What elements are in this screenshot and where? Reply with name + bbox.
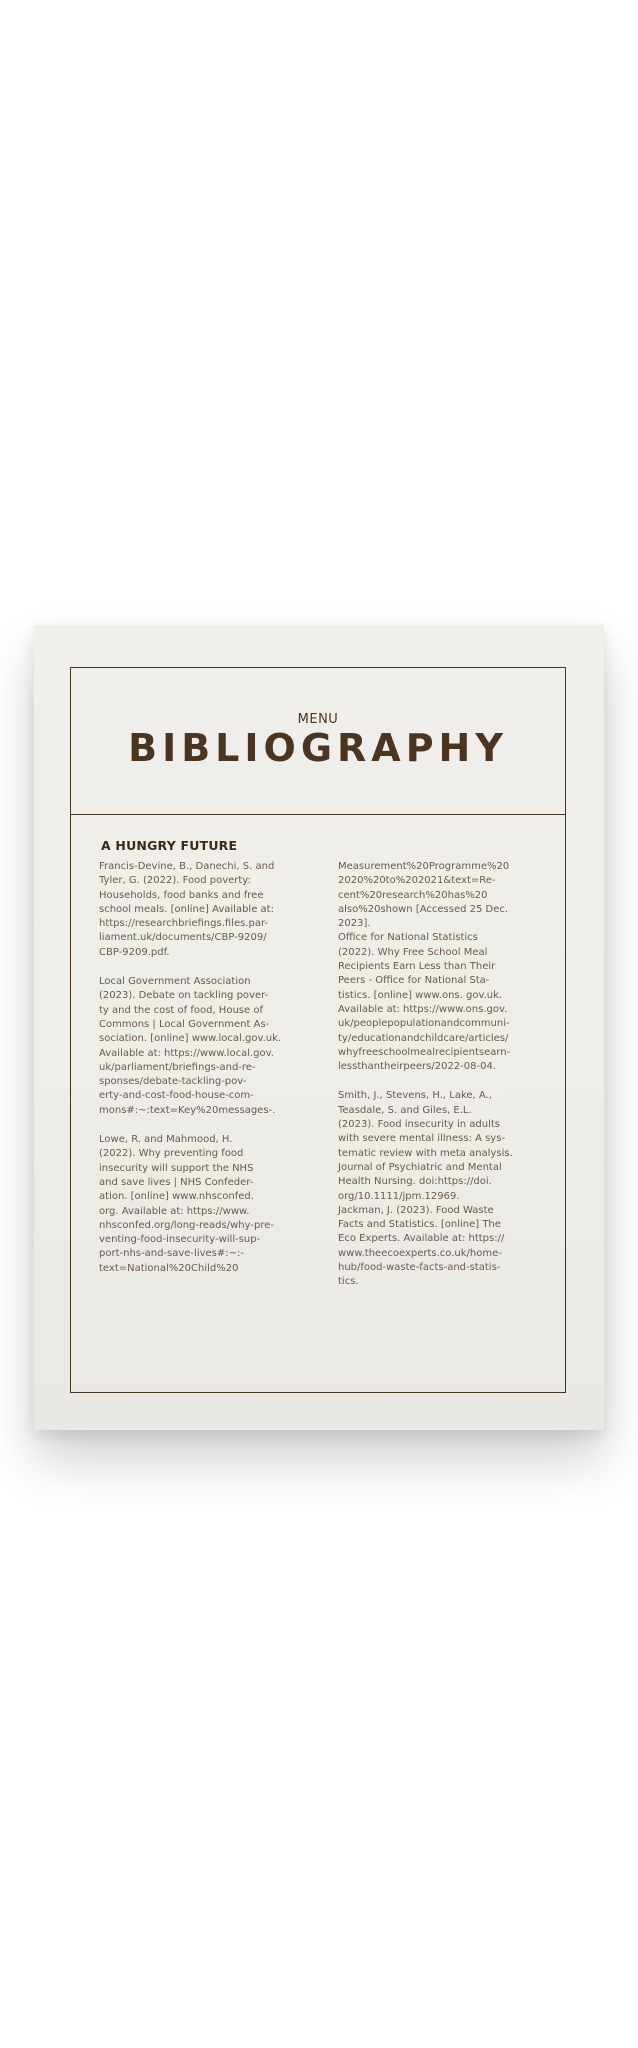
menu-label: MENU — [297, 712, 339, 727]
page-title: BIBLIOGRAPHY — [128, 726, 508, 770]
entry-gap — [99, 960, 307, 975]
reference-entry: Jackman, J. (2023). Food Waste Facts and Statistics. [online] The Eco Experts. Available at: https:// www.theecoexperts.co.uk/home- hub/food-waste-facts-and-statis- tics. — [338, 1204, 505, 1288]
reference-entry: Francis-Devine, B., Danechi, S. and Tyler, G. (2022). Food poverty: Households, food banks and free school meals. [online] Available at: https://researchbriefings.files.par- liament.uk/documents/CBP-9209/ CBP-9209.pdf. — [99, 861, 275, 958]
references-left-column — [99, 860, 307, 1276]
header-divider — [71, 814, 565, 815]
entry-gap — [99, 1118, 307, 1133]
page-frame — [70, 667, 566, 1393]
reference-continuation: Measurement%20Programme%20 2020%20to%202021&text=Re- cent%20research%20has%20 also%20shown [Accessed 25 Dec. 2023]. — [338, 861, 510, 930]
references-right-column — [338, 860, 546, 1290]
section-title: A HUNGRY FUTURE — [101, 838, 238, 853]
menu-page — [34, 625, 604, 1430]
reference-entry: Lowe, R. and Mahmood, H. (2022). Why preventing food insecurity will support the NHS and save lives | NHS Confeder- ation. [online] www.nhsconfed. org. Available at: https://www. nhsconfed.org/long-reads/why-pre- venting-food-insecurity-will-sup- port-nhs-and-save-lives#:~:- text=National%20Child%20 — [99, 1134, 274, 1274]
reference-entry: Smith, J., Stevens, H., Lake, A., Teasdale, S. and Giles, E.L. (2023). Food insecurity in adults with severe mental illness: A sys- tematic review with meta analysis. Journal of Psychiatric and Mental Health Nursing. doi:https://doi. org/10.1111/jpm.12969. — [338, 1090, 513, 1202]
entry-gap — [338, 1074, 546, 1089]
reference-entry: Office for National Statistics (2022). Why Free School Meal Recipients Earn Less than Their Peers - Office for National Sta- tistics. [online] www.ons. gov.uk. Available at: https://www.ons.gov. uk/peoplepopulationandcommuni- ty/educationandchildcare/articles/ whyfreeschoolmealrecipientsearn- lessthantheirpeers/2022-08-04. — [338, 932, 511, 1073]
reference-entry: Local Government Association (2023). Debate on tackling pover- ty and the cost of food, House of Commons | Local Government As- sociation. [online] www.local.gov.uk. Available at: https://www.local.gov. uk/parliament/briefings-and-re- sponses/debate-tackling-pov- erty-and-cost-food-house-com- mons#:~:text=Key%20messages-. — [99, 976, 282, 1116]
